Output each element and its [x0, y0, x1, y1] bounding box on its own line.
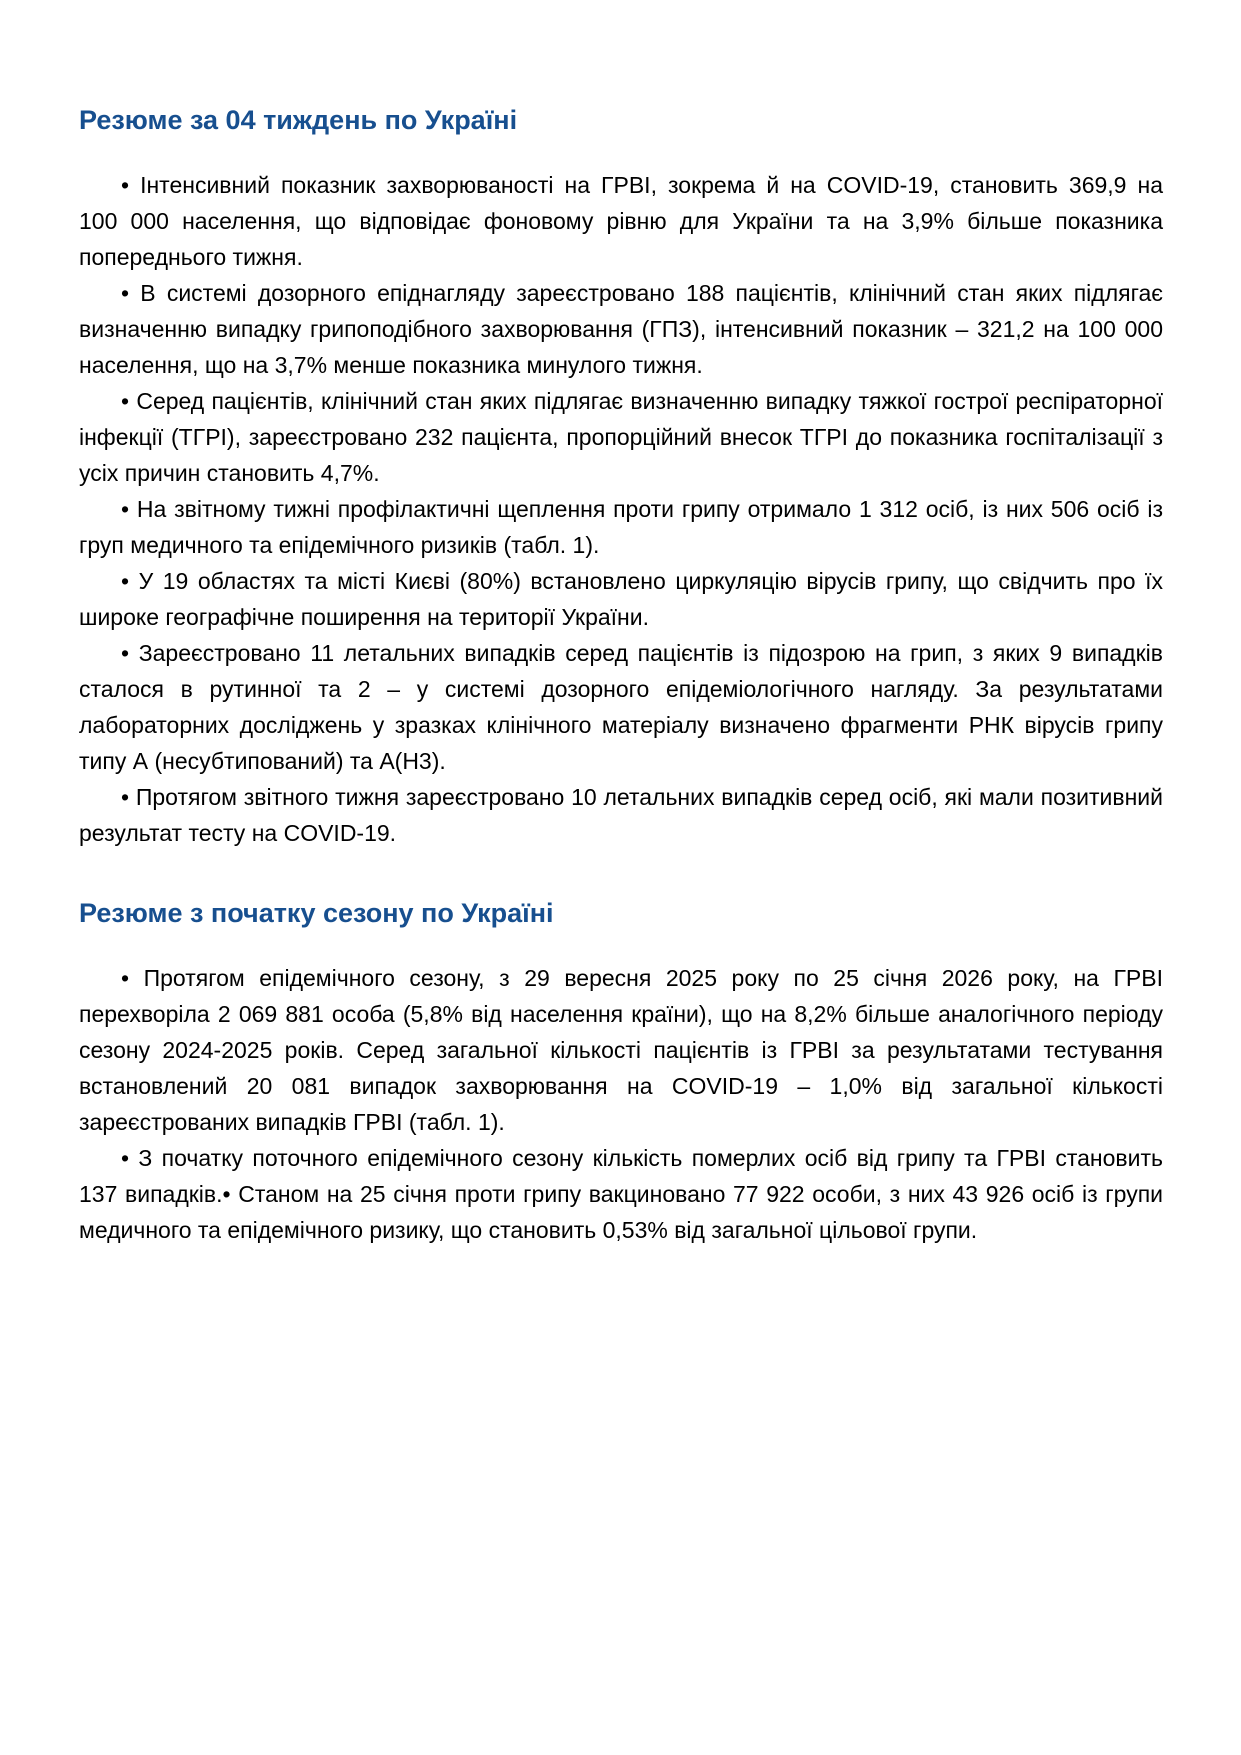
week-summary-heading: Резюме за 04 тиждень по Україні [79, 105, 518, 135]
bullet-marker: • [121, 496, 130, 522]
bullet-paragraph [79, 167, 1163, 275]
paragraph-text: З початку поточного епідемічного сезону кількість померлих осіб від грипу та ГРВІ становить 137 випадків.• Станом на 25 січня проти грипу вакциновано 77 922 особи, з них 43 926 осіб із групи медичного та епідемічного ризику, що становить 0,53% від загальної цільової групи. [79, 1145, 1163, 1243]
bullet-paragraph [79, 635, 1163, 779]
bullet-paragraph [79, 779, 1163, 851]
bullet-paragraph [79, 491, 1163, 563]
bullet-paragraph [79, 275, 1163, 383]
bullet-marker: • [121, 280, 130, 306]
paragraph-text: Протягом звітного тижня зареєстровано 10 летальних випадків серед осіб, які мали позитивний результат тесту на COVID-19. [79, 784, 1164, 846]
bullet-paragraph [79, 960, 1163, 1140]
paragraph-text: Протягом епідемічного сезону, з 29 вересня 2025 року по 25 січня 2026 року, на ГРВІ перехворіла 2 069 881 особа (5,8% від населення країни), що на 8,2% більше аналогічного періоду сезону 2024-2025 років. Серед загальної кількості пацієнтів із ГРВІ за результатами тестування встановлений 20 081 випадок захворювання на COVID-19 – 1,0% від загальної кількості зареєстрованих випадків ГРВІ (табл. 1). [79, 965, 1163, 1135]
bullet-paragraph [79, 563, 1163, 635]
bullet-marker: • [121, 784, 130, 810]
bullet-marker: • [121, 388, 130, 414]
bullet-paragraph [79, 383, 1163, 491]
bullet-marker: • [121, 965, 130, 991]
season-summary-heading: Резюме з початку сезону по Україні [79, 898, 554, 928]
bullet-paragraph [79, 1140, 1163, 1248]
bullet-marker: • [121, 172, 130, 198]
paragraph-text: Серед пацієнтів, клінічний стан яких підлягає визначенню випадку тяжкої гострої респіраторної інфекції (ТГРІ), зареєстровано 232 пацієнта, пропорційний внесок ТГРІ до показника госпіталізації з усіх причин становить 4,7%. [79, 388, 1164, 486]
section-season-summary [79, 897, 1163, 1248]
paragraph-text: Інтенсивний показник захворюваності на ГРВІ, зокрема й на COVID-19, становить 369,9 на 100 000 населення, що відповідає фоновому рівню для України та на 3,9% більше показника попереднього тижня. [79, 172, 1163, 270]
paragraph-text: На звітному тижні профілактичні щеплення проти грипу отримало 1 312 осіб, із них 506 осіб із груп медичного та епідемічного ризиків (табл. 1). [79, 496, 1164, 558]
paragraph-text: У 19 областях та місті Києві (80%) встановлено циркуляцію вірусів грипу, що свідчить про їх широке географічне поширення на території України. [79, 568, 1163, 630]
bullet-marker: • [121, 1145, 130, 1171]
bullet-marker: • [121, 568, 130, 594]
bullet-marker: • [121, 640, 130, 666]
paragraph-text: В системі дозорного епіднагляду зареєстровано 188 пацієнтів, клінічний стан яких підлягає визначенню випадку грипоподібного захворювання (ГПЗ), інтенсивний показник – 321,2 на 100 000 населення, що на 3,7% менше показника минулого тижня. [79, 280, 1164, 378]
section-week-summary [79, 104, 1163, 851]
paragraph-text: Зареєстровано 11 летальних випадків серед пацієнтів із підозрою на грип, з яких 9 випадків сталося в рутинної та 2 – у системі дозорного епідеміологічного нагляду. За результатами лабораторних досліджень у зразках клінічного матеріалу визначено фрагменти РНК вірусів грипу типу А (несубтипований) та A(H3). [79, 640, 1163, 774]
